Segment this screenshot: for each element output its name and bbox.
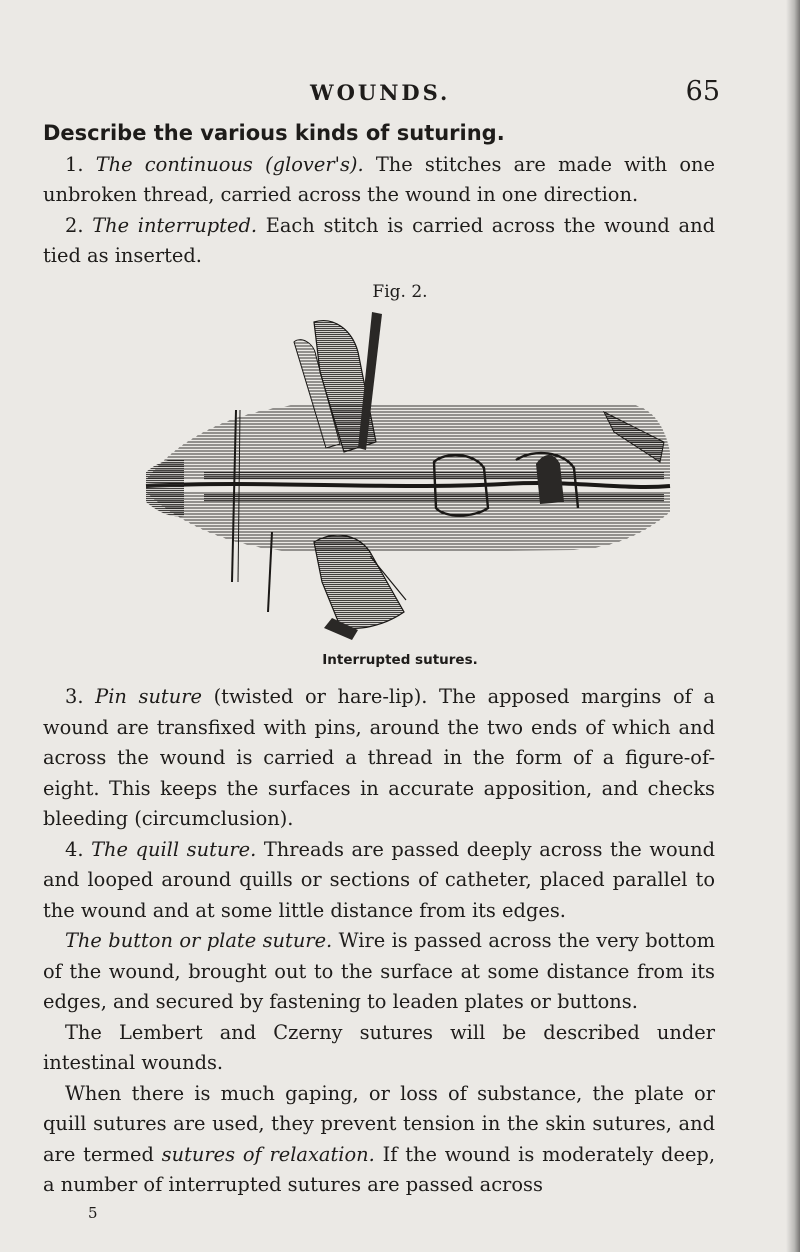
interrupted-sutures-illustration	[144, 312, 672, 642]
figure-caption: Interrupted sutures.	[322, 652, 478, 668]
page-edge-shadow	[786, 0, 800, 1252]
paragraph-relaxation: When there is much gaping, or loss of substance, the plate or quill sutures are used, they prevent tension in the skin sutures, and are termed sutures of relaxation. If the wound is moderately deep, a number of interrupted sutures are passed across	[43, 1081, 715, 1196]
section-suture-types	[43, 682, 715, 1201]
page-number: 65	[685, 76, 720, 107]
running-head	[88, 76, 720, 112]
paragraph-pin-suture: 3. Pin suture (twisted or hare-lip). The apposed margins of a wound are transfixed with pins, around the two ends of which and across the wound is carried a thread in the form of a figure-of-eight. This keeps the surfaces in accurate apposition, and checks bleeding (circumclusion).	[43, 685, 715, 830]
paragraph-interrupted: 2. The interrupted. Each stitch is carried across the wound and tied as inserted.	[43, 213, 715, 267]
paragraph-continuous: 1. The continuous (glover's). The stitches are made with one unbroken thread, carried across the wound in one direction.	[43, 152, 715, 206]
section-suturing-intro	[43, 118, 715, 272]
paragraph-button-suture: The button or plate suture. Wire is passed across the very bottom of the wound, brought out to the surface at some distance from its edges, and secured by fastening to leaden plates or buttons.	[43, 929, 715, 1013]
signature-mark: 5	[88, 1204, 98, 1222]
section-heading: Describe the various kinds of suturing.	[43, 121, 505, 145]
running-head-title: WOUNDS.	[310, 80, 451, 105]
figure-label: Fig. 2.	[372, 282, 428, 302]
paragraph-lembert-czerny: The Lembert and Czerny sutures will be described under intestinal wounds.	[43, 1020, 715, 1074]
paragraph-quill-suture: 4. The quill suture. Threads are passed deeply across the wound and looped around quills or sections of catheter, placed parallel to the wound and at some little distance from its edges.	[43, 837, 716, 922]
